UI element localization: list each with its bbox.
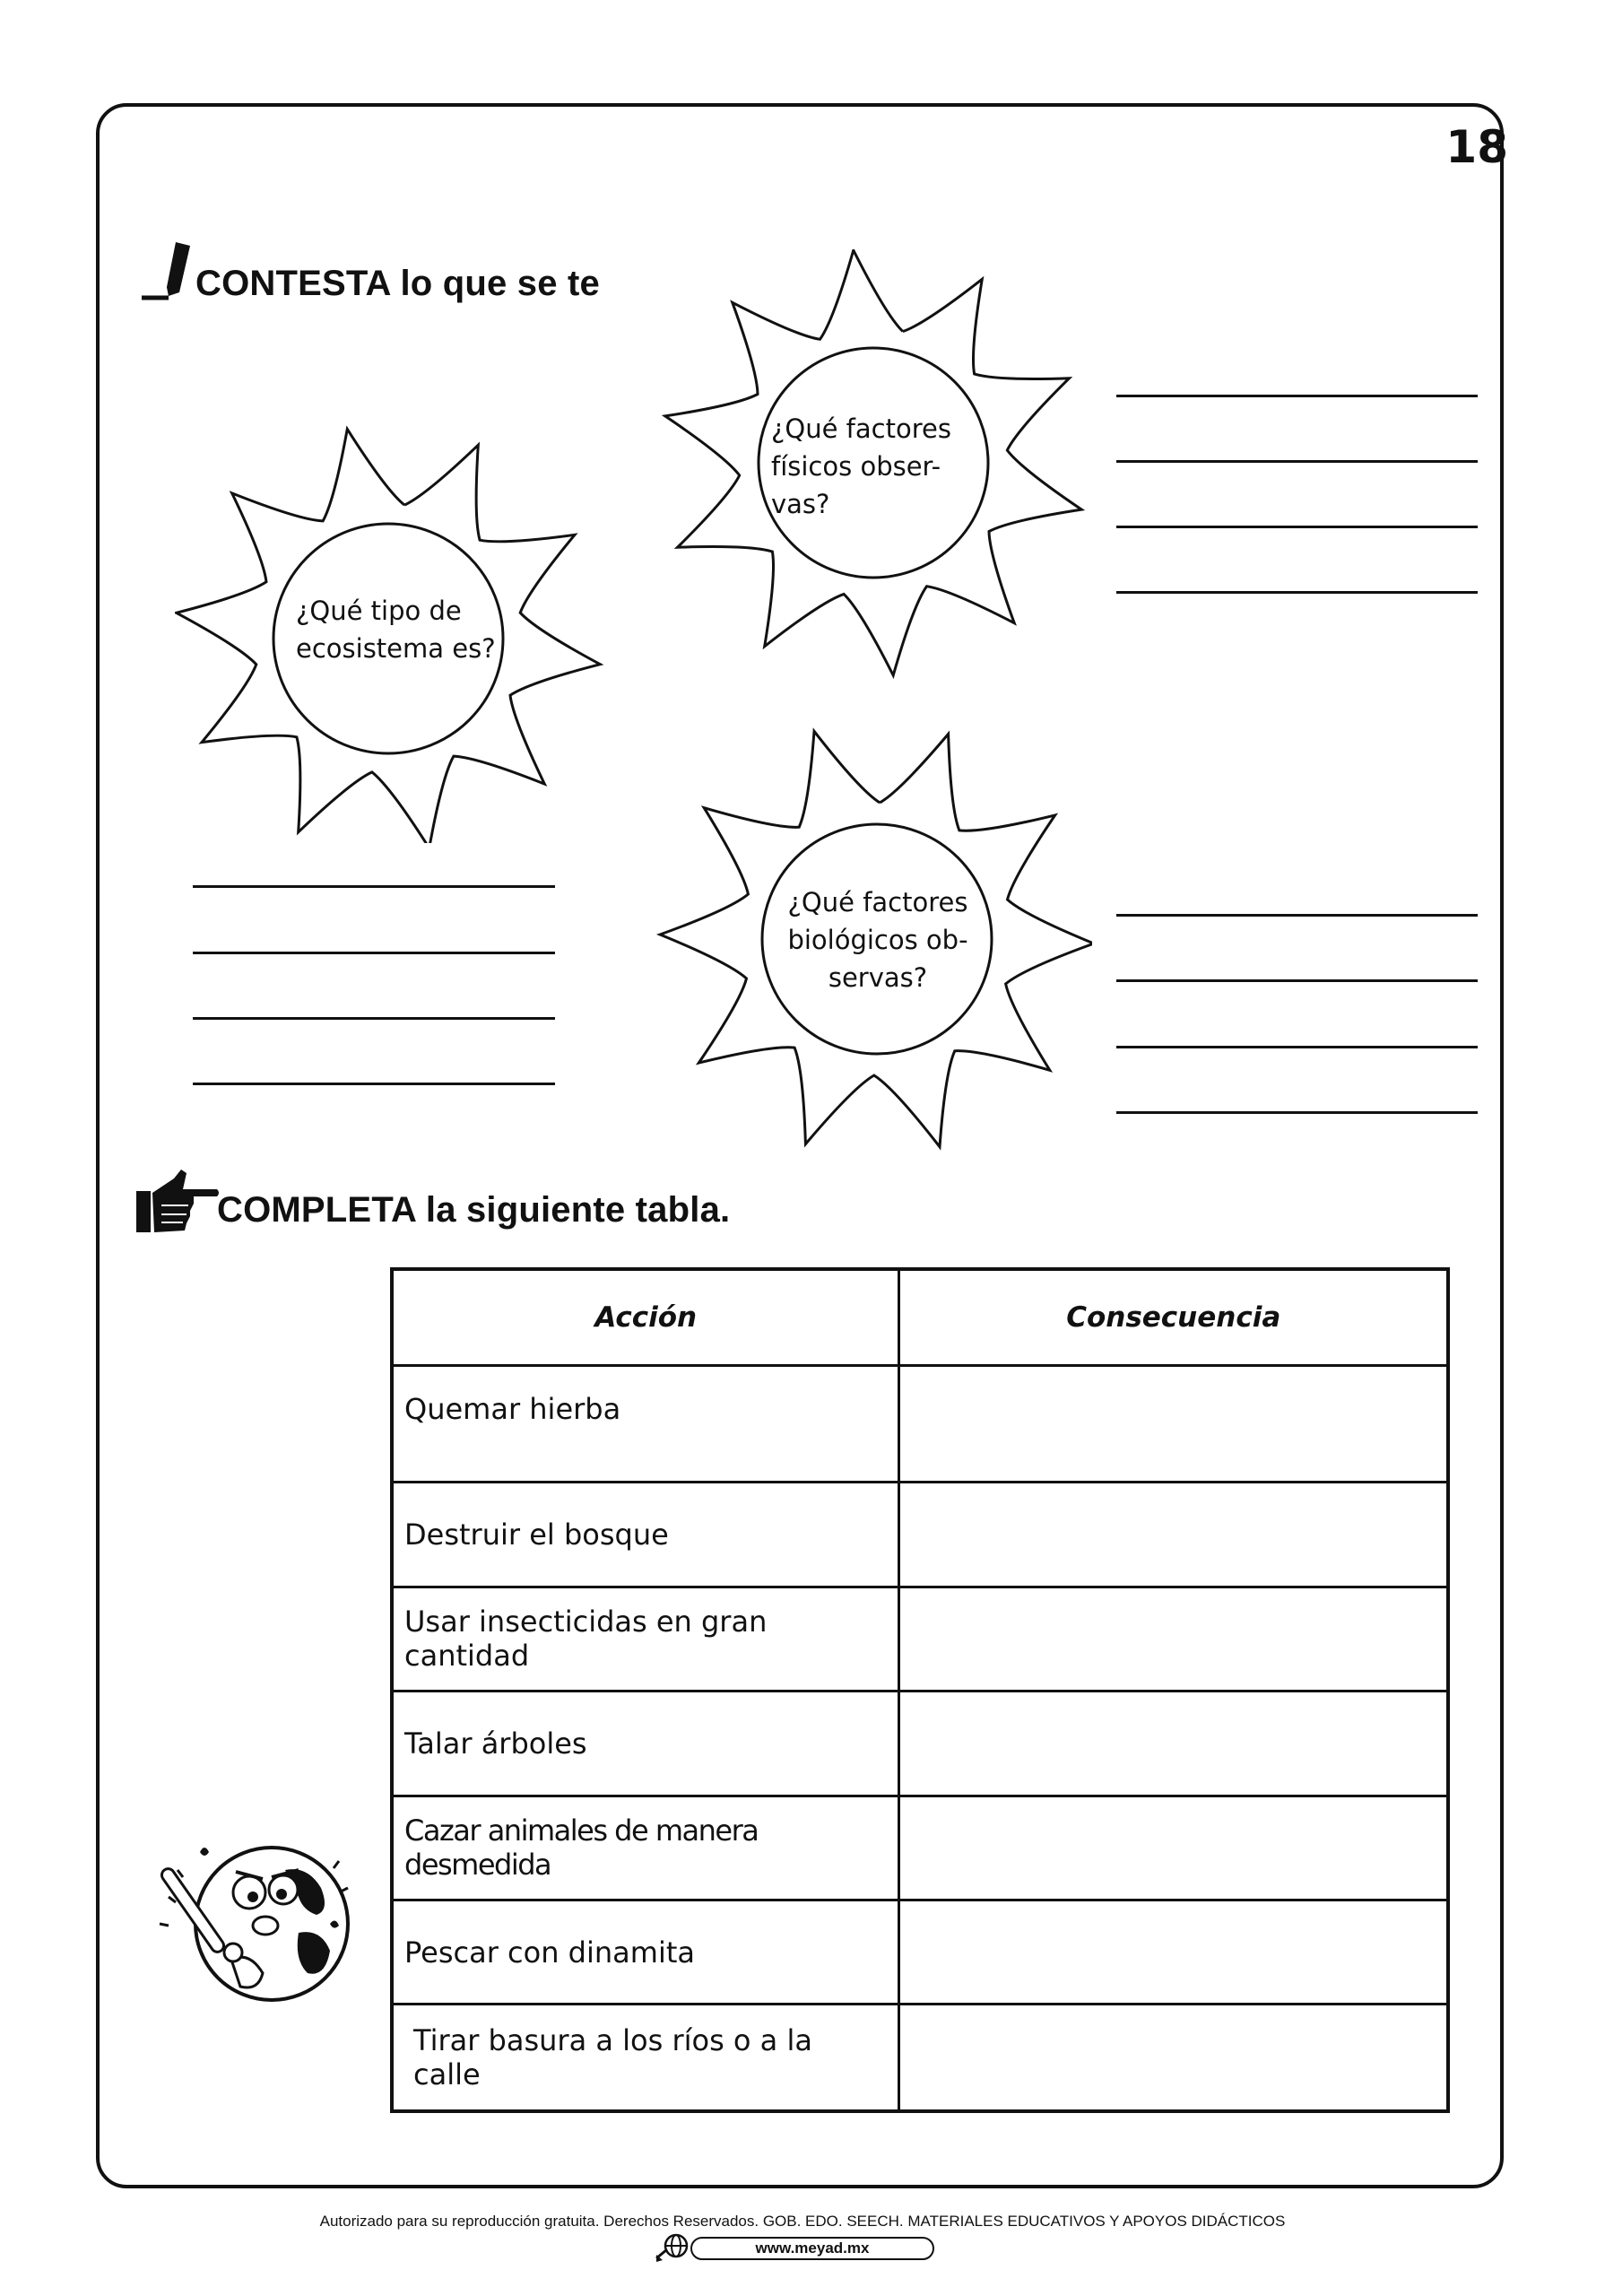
table-row xyxy=(392,1900,1448,2004)
answer-line[interactable] xyxy=(1116,979,1478,982)
answer-line[interactable] xyxy=(1116,914,1478,917)
answer-line[interactable] xyxy=(1116,1111,1478,1114)
table-header-row xyxy=(392,1269,1448,1365)
answer-line[interactable] xyxy=(1116,1046,1478,1048)
sun-question-line: ¿Qué factores xyxy=(787,887,968,918)
page-number: 18 xyxy=(1445,121,1508,173)
answer-line[interactable] xyxy=(1116,526,1478,528)
accion-cell: Tirar basura a los ríos o a la calle xyxy=(392,2004,899,2111)
sun-question-line: ¿Qué factores xyxy=(771,413,951,444)
sun-question-biological xyxy=(778,883,977,996)
accion-cell: Quemar hierba xyxy=(392,1365,899,1482)
action-consequence-table xyxy=(390,1267,1450,2113)
accion-cell: Talar árboles xyxy=(392,1691,899,1796)
accion-cell: Cazar animales de manera desmedida xyxy=(392,1796,899,1900)
table-row xyxy=(392,1796,1448,1900)
consecuencia-cell[interactable] xyxy=(899,1482,1448,1587)
sick-earth-thermometer-icon xyxy=(151,1825,357,2013)
answer-line[interactable] xyxy=(1116,395,1478,397)
table-row xyxy=(392,1482,1448,1587)
answer-line[interactable] xyxy=(1116,460,1478,463)
consecuencia-cell[interactable] xyxy=(899,1587,1448,1691)
website-link[interactable]: www.meyad.mx xyxy=(690,2237,934,2260)
header-accion: Acción xyxy=(392,1269,899,1365)
answer-line[interactable] xyxy=(193,1083,555,1085)
sun-question-line: ¿Qué tipo de xyxy=(296,596,462,626)
answer-line[interactable] xyxy=(1116,591,1478,594)
table-row xyxy=(392,1587,1448,1691)
accion-cell: Destruir el bosque xyxy=(392,1482,899,1587)
table-row xyxy=(392,2004,1448,2111)
sun-question-line: ecosistema es? xyxy=(296,633,496,664)
answer-line[interactable] xyxy=(193,885,555,888)
footer-text: Autorizado para su reproducción gratuita. Derechos Reservados. GOB. EDO. SEECH. MATERIALES EDUCATIVOS Y APOYOS DIDÁCTICOS xyxy=(319,2213,1286,2230)
pointing-hand-icon xyxy=(134,1166,221,1238)
sun-question-line: vas? xyxy=(771,489,830,519)
section1-heading: CONTESTA lo que se te xyxy=(195,264,600,303)
table-row xyxy=(392,1365,1448,1482)
answer-line[interactable] xyxy=(193,952,555,954)
pencil-icon xyxy=(142,240,197,303)
sun-question-line: físicos obser- xyxy=(771,451,941,482)
sun-question-physical xyxy=(771,410,951,523)
consecuencia-cell[interactable] xyxy=(899,1365,1448,1482)
header-consecuencia: Consecuencia xyxy=(899,1269,1448,1365)
consecuencia-cell[interactable] xyxy=(899,1796,1448,1900)
sun-question-line: biológicos ob- xyxy=(787,925,968,955)
consecuencia-cell[interactable] xyxy=(899,2004,1448,2111)
accion-cell: Usar insecticidas en gran cantidad xyxy=(392,1587,899,1691)
sun-question-ecosystem xyxy=(296,592,496,667)
accion-cell: Pescar con dinamita xyxy=(392,1900,899,2004)
consecuencia-cell[interactable] xyxy=(899,1691,1448,1796)
consecuencia-cell[interactable] xyxy=(899,1900,1448,2004)
answer-line[interactable] xyxy=(193,1017,555,1020)
table-row xyxy=(392,1691,1448,1796)
globe-icon xyxy=(655,2231,690,2264)
section2-heading: COMPLETA la siguiente tabla. xyxy=(217,1190,731,1230)
sun-question-line: servas? xyxy=(828,962,928,993)
